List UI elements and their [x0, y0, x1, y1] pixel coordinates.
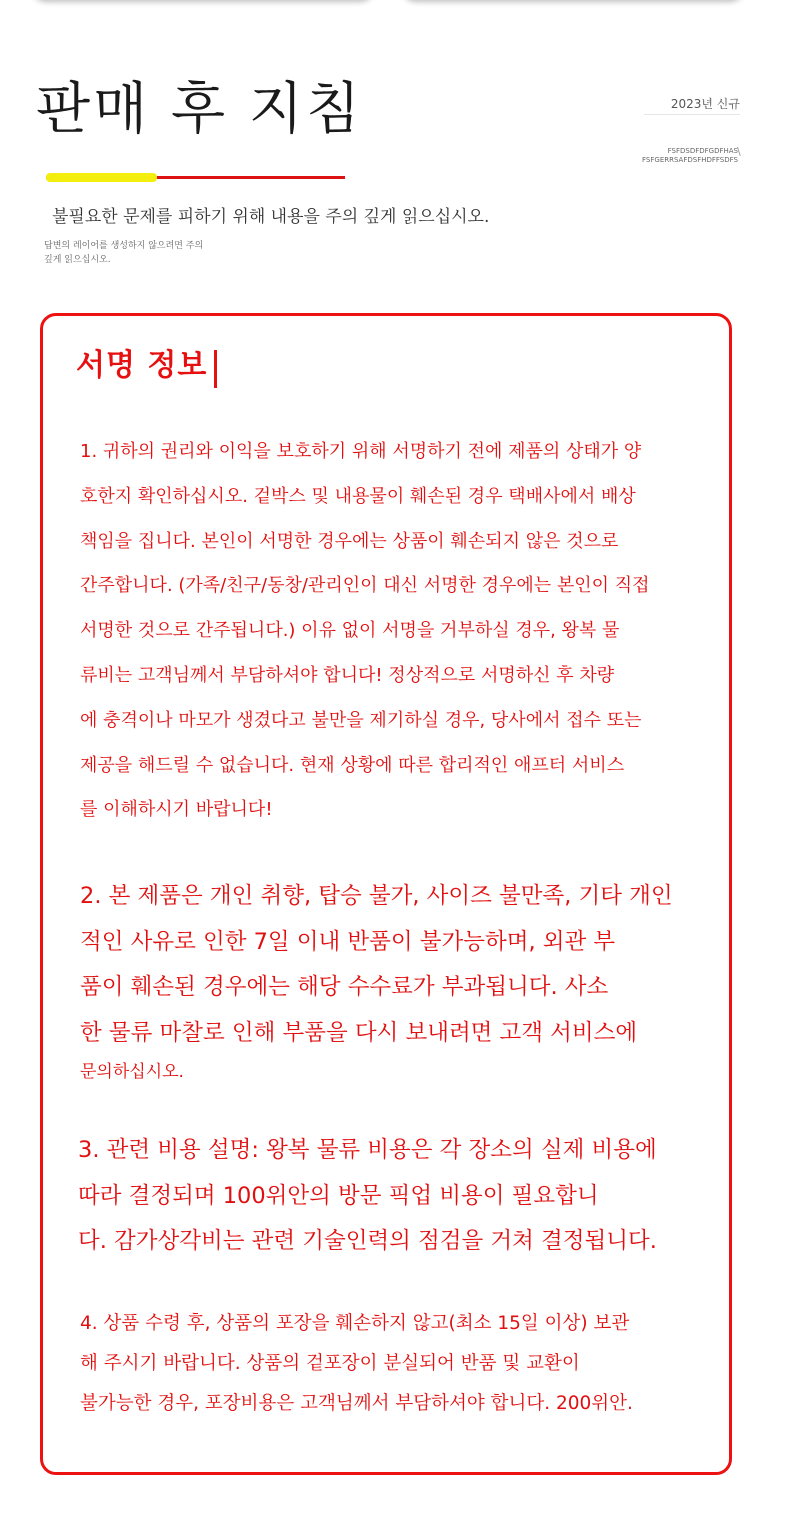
decorative-code-text-2: FSFGERRSAFDSFHDFFSDFS [642, 156, 738, 164]
note-text: 답변의 레이어를 생성하지 않으려면 주의 깊게 읽으십시오. [44, 241, 204, 265]
subtitle: 불필요한 문제를 피하기 위해 내용을 주의 깊게 읽으십시오. [52, 207, 490, 227]
decorative-slash: \ [737, 145, 741, 158]
paragraph-3: 3. 관련 비용 설명: 왕복 물류 비용은 각 장소의 실제 비용에 따라 결정되며 100위안의 방문 픽업 비용이 필요합니 다. 감가상각비는 관련 기술인력의 점검을 거쳐 결정됩니다. [78, 1137, 657, 1254]
paragraph-2: 2. 본 제품은 개인 취향, 탑승 불가, 사이즈 불만족, 기타 개인 적인 사유로 인한 7일 이내 반품이 불가능하며, 외관 부 품이 훼손된 경우에는 해당 수수료가 부과됩니다. 사소 한 물류 마찰로 인해 부품을 다시 보내려면 고객 서비스에 [80, 883, 673, 1046]
decorative-code-text-1: FSFDSDFDFGDFHAS [667, 147, 738, 155]
title-underline-yellow [46, 173, 157, 182]
paragraph-4: 4. 상품 수령 후, 상품의 포장을 훼손하지 않고(최소 15일 이상) 보관 해 주시기 바랍니다. 상품의 겉포장이 분실되어 반품 및 교환이 불가능한 경우, 포장비용은 고객님께서 부담하셔야 합니다. 200위안. [80, 1313, 633, 1414]
section-title-bar [214, 350, 217, 388]
paragraph-1: 1. 귀하의 권리와 이익을 보호하기 위해 서명하기 전에 제품의 상태가 양 호한지 확인하십시오. 겉박스 및 내용물이 훼손된 경우 택배사에서 배상 책임을 집니다. 본인이 서명한 경우에는 상품이 훼손되지 않은 것으로 간주합니다. (가족/친구/동창/관리인이 대신 서명한 경우에는 본인이 직접 서명한 것으로 간주됩니다.) 이유 없이 서명을 거부하실 경우, 왕복 물 류비는 고객님께서 부담하셔야 합니다! 정상적으로 서명하신 후 차량 에 충격이나 마모가 생겼다고 불만을 제기하실 경우, 당사에서 접수 또는 제공을 해드릴 수 없습니다. 현재 상황에 따른 합리적인 애프터 서비스 를 이해하시기 바랍니다! [80, 441, 650, 821]
year-badge-underline [644, 114, 740, 115]
section-title: 서명 정보 [76, 348, 208, 383]
paragraph-2-end: 문의하십시오. [80, 1062, 184, 1082]
year-badge: 2023년 신규 [670, 97, 740, 111]
page-title: 판매 후 지침 [36, 77, 364, 142]
